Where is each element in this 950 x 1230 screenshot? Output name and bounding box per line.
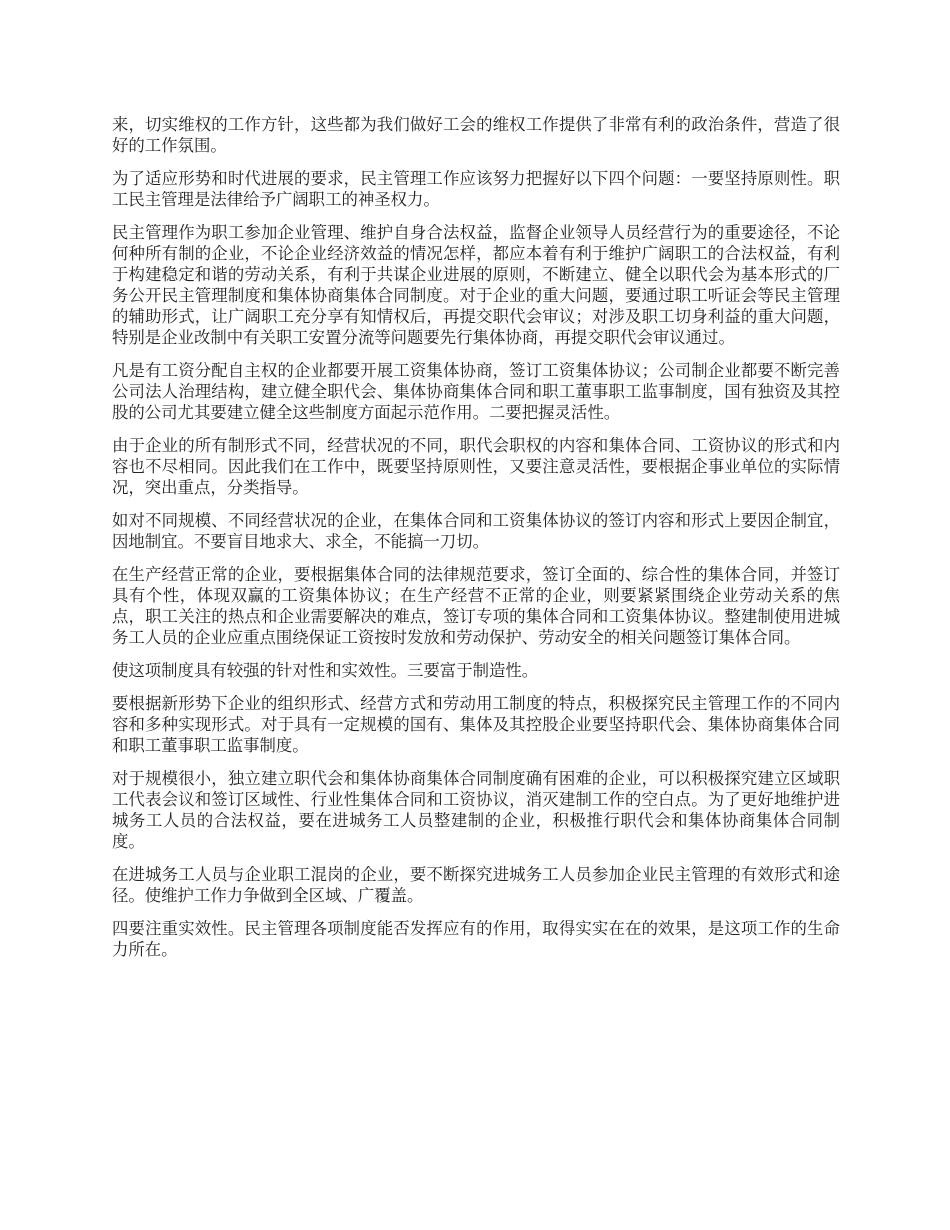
document-body: [112, 114, 840, 972]
paragraph-8: 使这项制度具有较强的针对性和实效性。三要富于制造性。: [112, 661, 539, 680]
paragraph-1: 来，切实维权的工作方针，这些都为我们做好工会的维权工作提供了非常有利的政治条件，营造了很好的工作氛围。: [112, 115, 840, 155]
paragraph-3: 民主管理作为职工参加企业管理、维护自身合法权益，监督企业领导人员经营行为的重要途径，不论何种所有制的企业，不论企业经济效益的情况怎样，都应本着有利于维护广阔职工的合法权益，有利于构建稳定和谐的劳动关系，有利于共谋企业进展的原则，不断建立、健全以职代会为基本形式的厂务公开民主管理制度和集体协商集体合同制度。对于企业的重大问题，要通过职工听证会等民主管理的辅助形式，让广阔职工充分享有知情权后，再提交职代会审议；对涉及职工切身利益的重大问题，特别是企业改制中有关职工安置分流等问题要先行集体协商，再提交职代会审议通过。: [112, 223, 840, 347]
paragraph-11: 在进城务工人员与企业职工混岗的企业，要不断探究进城务工人员参加企业民主管理的有效形式和途径。使维护工作力争做到全区域、广覆盖。: [112, 865, 840, 905]
paragraph-2: 为了适应形势和时代进展的要求，民主管理工作应该努力把握好以下四个问题：一要坚持原则性。职工民主管理是法律给予广阔职工的神圣权力。: [112, 169, 840, 209]
paragraph-7: 在生产经营正常的企业，要根据集体合同的法律规范要求，签订全面的、综合性的集体合同，并签订具有个性，体现双赢的工资集体协议；在生产经营不正常的企业，则要紧紧围绕企业劳动关系的焦点，职工关注的热点和企业需要解决的难点，签订专项的集体合同和工资集体协议。整建制使用进城务工人员的企业应重点围绕保证工资按时发放和劳动保护、劳动安全的相关问题签订集体合同。: [112, 565, 840, 647]
paragraph-10: 对于规模很小，独立建立职代会和集体协商集体合同制度确有困难的企业，可以积极探究建立区域职工代表会议和签订区域性、行业性集体合同和工资协议，消灭建制工作的空白点。为了更好地维护进城务工人员的合法权益，要在进城务工人员整建制的企业，积极推行职代会和集体协商集体合同制度。: [112, 769, 840, 851]
paragraph-5: 由于企业的所有制形式不同，经营状况的不同，职代会职权的内容和集体合同、工资协议的形式和内容也不尽相同。因此我们在工作中，既要坚持原则性，又要注意灵活性，要根据企事业单位的实际情况，突出重点，分类指导。: [112, 436, 840, 497]
paragraph-4: 凡是有工资分配自主权的企业都要开展工资集体协商，签订工资集体协议；公司制企业都要不断完善公司法人治理结构，建立健全职代会、集体协商集体合同和职工董事职工监事制度，国有独资及其控股的公司尤其要建立健全这些制度方面起示范作用。二要把握灵活性。: [112, 361, 840, 422]
paragraph-9: 要根据新形势下企业的组织形式、经营方式和劳动用工制度的特点，积极探究民主管理工作的不同内容和多种实现形式。对于具有一定规模的国有、集体及其控股企业要坚持职代会、集体协商集体合同和职工董事职工监事制度。: [112, 694, 840, 755]
paragraph-12: 四要注重实效性。民主管理各项制度能否发挥应有的作用，取得实实在在的效果，是这项工作的生命力所在。: [112, 919, 840, 959]
paragraph-6: 如对不同规模、不同经营状况的企业，在集体合同和工资集体协议的签订内容和形式上要因企制宜，因地制宜。不要盲目地求大、求全，不能搞一刀切。: [112, 511, 840, 551]
